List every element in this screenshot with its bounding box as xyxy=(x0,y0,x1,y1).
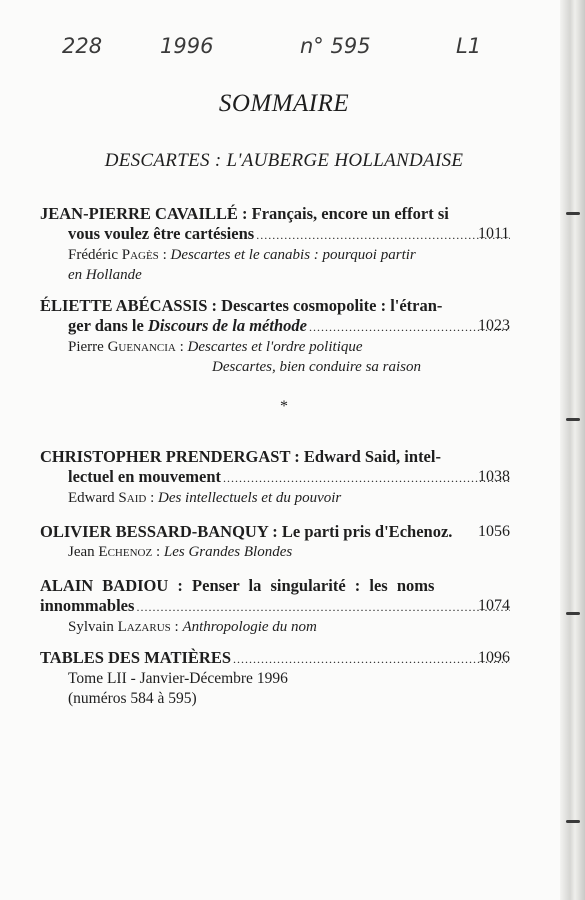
toc-entry xyxy=(40,204,510,285)
entry-detail: (numéros 584 à 595) xyxy=(68,690,197,707)
handwritten-annotation xyxy=(0,34,568,74)
page-title: SOMMAIRE xyxy=(218,90,350,117)
page-number: 1011 xyxy=(478,225,510,242)
handwritten-number: 228 xyxy=(62,34,103,58)
binding-stitch xyxy=(566,820,580,823)
entry-reference: Frédéric Pagès : Descartes et le canabis : pourquoi partir xyxy=(68,247,416,263)
entry-reference: Sylvain Lazarus : Anthropologie du nom xyxy=(68,619,317,635)
entry-heading-cont: innommables ..... xyxy=(40,596,510,617)
entry-reference: Jean Echenoz : Les Grandes Blondes xyxy=(68,544,293,560)
handwritten-issue: n° 595 xyxy=(300,34,371,58)
page-number: 1074 xyxy=(478,597,510,614)
toc-entry xyxy=(40,576,510,637)
section-separator: * xyxy=(280,398,288,415)
entry-heading-cont: vous voulez être cartésiens ..... xyxy=(40,224,510,245)
entry-heading: TABLES DES MATIÈRES ..... xyxy=(40,648,510,669)
entry-reference: Pierre Guenancia : Descartes et l'ordre politique xyxy=(68,339,363,355)
entry-heading-cont: ger dans le Discours de la méthode ..... xyxy=(40,316,510,337)
entry-reference-cont: Descartes, bien conduire sa raison xyxy=(212,359,422,375)
entry-heading-cont: lectuel en mouvement ..... xyxy=(40,467,510,488)
toc-entry xyxy=(40,296,510,377)
section-title: DESCARTES : L'AUBERGE HOLLANDAISE xyxy=(104,150,464,171)
entry-heading: JEAN-PIERRE CAVAILLÉ : Français, encore un effort si xyxy=(40,204,449,223)
toc-entry xyxy=(40,447,510,508)
handwritten-year: 1996 xyxy=(160,34,214,58)
toc-entry xyxy=(40,522,510,562)
page-number: 1023 xyxy=(478,317,510,334)
handwritten-code: L1 xyxy=(456,34,482,58)
entry-reference-cont: en Hollande xyxy=(68,267,142,283)
entry-heading: ÉLIETTE ABÉCASSIS : Descartes cosmopolite : l'étran- xyxy=(40,296,443,315)
entry-detail: Tome LII - Janvier-Décembre 1996 xyxy=(68,670,288,687)
entry-heading: ALAIN BADIOU : Penser la singularité : les noms xyxy=(40,576,435,595)
binding-stitch xyxy=(566,418,580,421)
page-edge xyxy=(560,0,585,900)
entry-reference: Edward Said : Des intellectuels et du pouvoir xyxy=(68,490,342,506)
page-number: 1038 xyxy=(478,468,510,485)
entry-heading: OLIVIER BESSARD-BANQUY : Le parti pris d'Echenoz. xyxy=(40,522,453,541)
entry-heading: CHRISTOPHER PRENDERGAST : Edward Said, intel- xyxy=(40,447,441,466)
binding-stitch xyxy=(566,612,580,615)
page-number: 1096 xyxy=(478,649,510,666)
toc-entry xyxy=(40,648,510,709)
page-number: 1056 xyxy=(478,523,510,540)
binding-stitch xyxy=(566,212,580,215)
